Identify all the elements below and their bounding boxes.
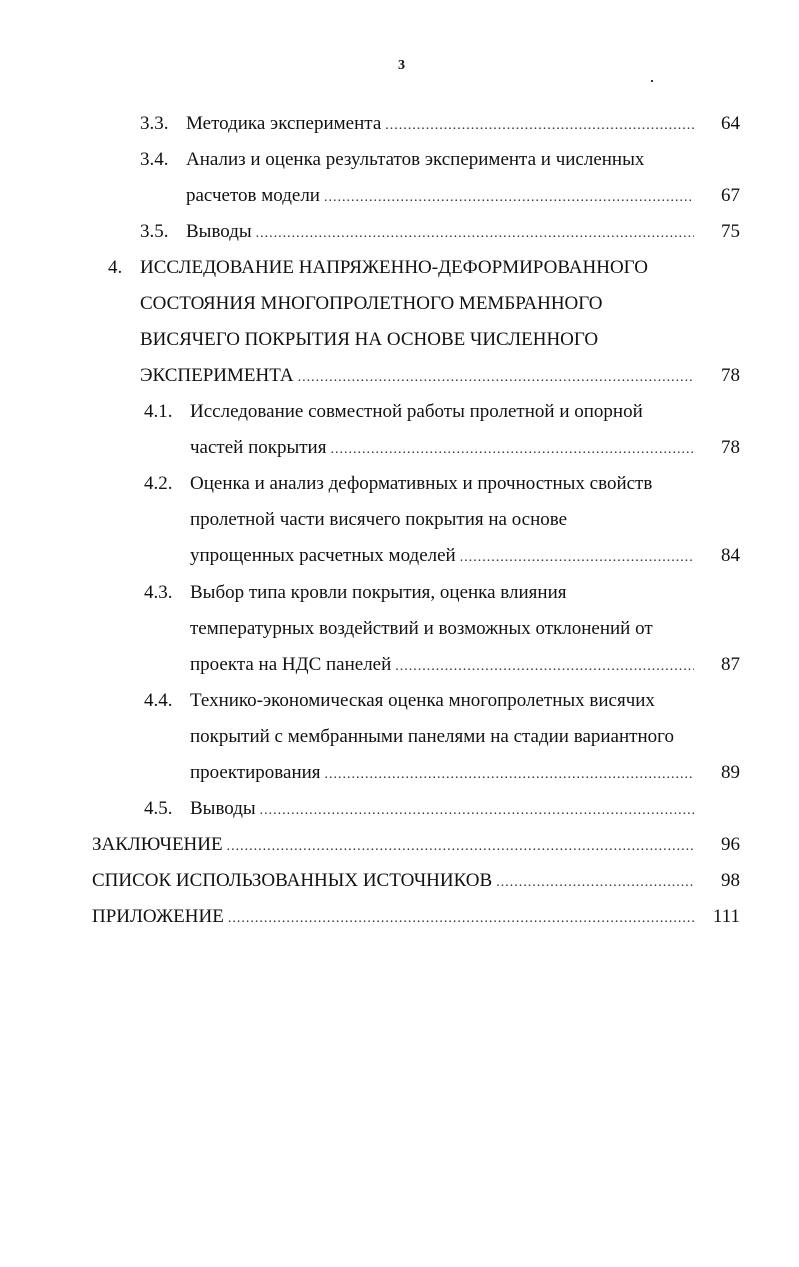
toc-page: 87 xyxy=(721,654,740,675)
leader-dots xyxy=(325,757,694,793)
toc-entry-4-3-line2[interactable] xyxy=(190,611,653,647)
toc-title-line: Выбор типа кровли покрытия, оценка влияния xyxy=(190,582,567,603)
toc-page: 67 xyxy=(721,185,740,206)
toc-title-line: расчетов модели xyxy=(186,185,320,206)
toc-page: 84 xyxy=(721,545,740,566)
leader-dots xyxy=(260,793,694,829)
toc-title: Методика эксперимента xyxy=(186,113,382,134)
toc-number: 3.5. xyxy=(140,221,169,242)
toc-page: 96 xyxy=(721,834,740,855)
toc-title: Выводы xyxy=(190,798,256,819)
toc-title-line: ВИСЯЧЕГО ПОКРЫТИЯ НА ОСНОВЕ ЧИСЛЕННОГО xyxy=(140,329,599,350)
toc-number: 4.3. xyxy=(144,582,173,603)
leader-dots xyxy=(298,360,694,396)
toc-page: 111 xyxy=(712,906,740,927)
toc-title: СПИСОК ИСПОЛЬЗОВАННЫХ ИСТОЧНИКОВ xyxy=(92,870,493,891)
toc-entry-4-4-line2[interactable] xyxy=(190,719,674,755)
leader-dots xyxy=(324,180,694,216)
toc-title-line: температурных воздействий и возможных отклонений от xyxy=(190,618,653,639)
toc-number: 3.4. xyxy=(140,149,169,170)
leader-dots xyxy=(330,432,694,468)
toc-number: 4. xyxy=(108,257,123,278)
toc-number: 4.1. xyxy=(144,401,173,422)
toc-entry-3-5[interactable] xyxy=(140,214,740,250)
leader-dots xyxy=(496,865,694,901)
toc-entry-4-3-line3[interactable] xyxy=(190,647,740,683)
toc-title-line: ЭКСПЕРИМЕНТА xyxy=(140,365,294,386)
leader-dots xyxy=(460,540,694,576)
toc-entry-4-1[interactable] xyxy=(144,394,643,430)
toc-title-line: Исследование совместной работы пролетной и опорной xyxy=(190,401,643,422)
toc-entry-3-4[interactable] xyxy=(140,142,644,178)
toc-entry-3-4-cont[interactable] xyxy=(186,178,740,214)
toc-page: 78 xyxy=(721,365,740,386)
toc-title-line: Технико-экономическая оценка многопролетных висячих xyxy=(190,690,655,711)
toc-entry-4-3[interactable] xyxy=(144,575,566,611)
toc-title-line: покрытий с мембранными панелями на стадии вариантного xyxy=(190,726,674,747)
toc-title-line: пролетной части висячего покрытия на основе xyxy=(190,509,568,530)
toc-title-line: проекта на НДС панелей xyxy=(190,654,392,675)
scan-speck xyxy=(651,80,653,82)
toc-title: ЗАКЛЮЧЕНИЕ xyxy=(92,834,223,855)
toc-number: 4.4. xyxy=(144,690,173,711)
leader-dots xyxy=(395,649,694,685)
toc-title: ПРИЛОЖЕНИЕ xyxy=(92,906,224,927)
toc-number: 3.3. xyxy=(140,113,169,134)
toc-chapter-4[interactable] xyxy=(108,250,648,286)
toc-title-line: ИССЛЕДОВАНИЕ НАПРЯЖЕННО-ДЕФОРМИРОВАННОГО xyxy=(140,257,648,278)
toc-title-line: Оценка и анализ деформативных и прочностных свойств xyxy=(190,473,653,494)
leader-dots xyxy=(385,108,694,144)
toc-title-line: упрощенных расчетных моделей xyxy=(190,545,456,566)
toc-page: 64 xyxy=(721,113,740,134)
toc-entry-3-3[interactable] xyxy=(140,106,740,142)
toc-entry-4-2[interactable] xyxy=(144,466,652,502)
toc-number: 4.2. xyxy=(144,473,173,494)
leader-dots xyxy=(256,216,694,252)
leader-dots xyxy=(227,829,694,865)
toc-page: 89 xyxy=(721,762,740,783)
toc-entry-appendix[interactable] xyxy=(92,899,740,935)
toc-entry-4-4-line3[interactable] xyxy=(190,755,740,791)
toc-entry-4-2-line2[interactable] xyxy=(190,502,567,538)
toc-number: 4.5. xyxy=(144,798,173,819)
toc-title-line: проектирования xyxy=(190,762,321,783)
page-number: 3 xyxy=(398,58,405,73)
toc-title-line: Анализ и оценка результатов эксперимента и численных xyxy=(186,149,645,170)
toc-page: 78 xyxy=(721,437,740,458)
toc-entry-references[interactable] xyxy=(92,863,740,899)
toc-entry-4-4[interactable] xyxy=(144,683,655,719)
toc-entry-4-2-line3[interactable] xyxy=(190,538,740,574)
toc-page: 75 xyxy=(721,221,740,242)
toc-title: Выводы xyxy=(186,221,252,242)
toc-entry-conclusion[interactable] xyxy=(92,827,740,863)
toc-title-line: частей покрытия xyxy=(190,437,327,458)
toc-chapter-4-line3[interactable] xyxy=(140,322,598,358)
toc-entry-4-1-cont[interactable] xyxy=(190,430,740,466)
toc-chapter-4-line2[interactable] xyxy=(140,286,603,322)
toc-page: 98 xyxy=(721,870,740,891)
toc-entry-4-5[interactable] xyxy=(144,791,740,827)
leader-dots xyxy=(228,901,694,937)
toc-title-line: СОСТОЯНИЯ МНОГОПРОЛЕТНОГО МЕМБРАННОГО xyxy=(140,293,603,314)
toc-chapter-4-line4[interactable] xyxy=(140,358,740,394)
